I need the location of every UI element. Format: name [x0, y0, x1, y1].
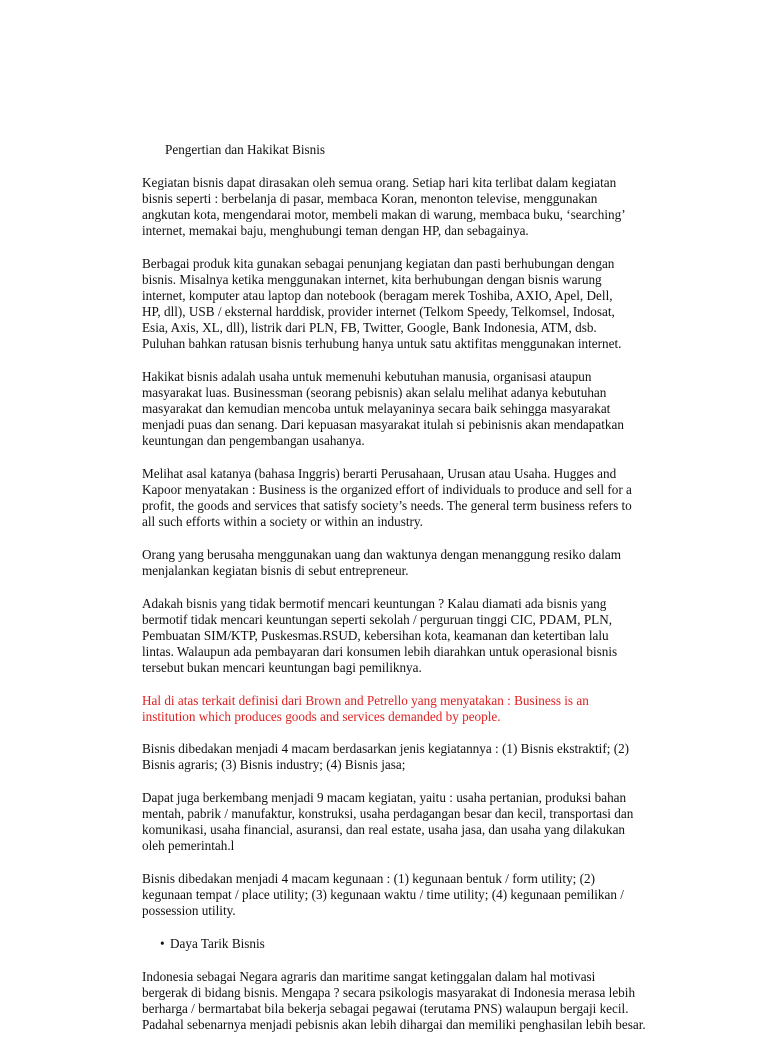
paragraph-line: komunikasi, usaha financial, asuransi, dan real estate, usaha jasa, dan usaha yang dilakukan	[142, 822, 626, 838]
paragraph-line: Indonesia sebagai Negara agraris dan maritime sangat ketinggalan dalam hal motivasi	[142, 968, 596, 984]
paragraph-line: menjalankan kegiatan bisnis di sebut entrepreneur.	[142, 562, 409, 578]
paragraph-line: Berbagai produk kita gunakan sebagai penunjang kegiatan dan pasti berhubungan dengan	[142, 255, 615, 271]
paragraph-line: berharga / bermartabat bila bekerja sebagai pegawai (terutama PNS) walaupun bergaji kecil.	[142, 1000, 629, 1016]
bullet-heading-text: Daya Tarik Bisnis	[170, 935, 265, 951]
paragraph-line: Adakah bisnis yang tidak bermotif mencari keuntungan ? Kalau diamati ada bisnis yang	[142, 595, 607, 611]
paragraph-line: all such efforts within a society or within an industry.	[142, 514, 423, 530]
paragraph-line: Kegiatan bisnis dapat dirasakan oleh semua orang. Setiap hari kita terlibat dalam kegiatan	[142, 175, 617, 191]
paragraph-8	[142, 741, 662, 773]
bullet-heading	[160, 936, 662, 952]
paragraph-line: bergerak di bidang bisnis. Mengapa ? secara psikologis masyarakat di Indonesia merasa lebih	[142, 984, 636, 1000]
paragraph-line: mentah, pabrik / manufaktur, konstruksi, usaha perdagangan besar dan kecil, transportasi dan	[142, 806, 634, 821]
paragraph-1	[142, 175, 662, 239]
paragraph-3	[142, 369, 662, 449]
paragraph-line: Esia, Axis, XL, dll), listrik dari PLN, FB, Twitter, Google, Bank Indonesia, ATM, dsb.	[142, 320, 597, 336]
paragraph-line: Hal di atas terkait definisi dari Brown and Petrello yang menyatakan : Business is an	[142, 692, 589, 708]
paragraph-line: internet, memakai baju, menghubungi teman dengan HP, dan sebagainya.	[142, 223, 529, 239]
paragraph-line: institution which produces goods and services demanded by people.	[142, 708, 501, 724]
paragraph-line: bermotif tidak mencari keuntungan seperti sekolah / perguruan tinggi CIC, PDAM, PLN,	[142, 611, 613, 627]
paragraph-line: bisnis seperti : berbelanja di pasar, membaca Koran, menonton televise, menggunakan	[142, 191, 598, 207]
paragraph-line: Pembuatan SIM/KTP, Puskesmas.RSUD, kebersihan kota, keamanan dan ketertiban lalu	[142, 627, 609, 643]
paragraph-line: Padahal sebenarnya menjadi pebisnis akan lebih dihargai dan memiliki penghasilan lebih besar.	[142, 1016, 646, 1032]
paragraph-line: Dapat juga berkembang menjadi 9 macam kegiatan, yaitu : usaha pertanian, produksi bahan	[142, 789, 627, 805]
paragraph-line: menjadi puas dan senang. Dari kepuasan masyarakat itulah si pebinisnis akan mendapatkan	[142, 417, 624, 433]
paragraph-final	[142, 969, 662, 1033]
paragraph-line: bisnis. Misalnya ketika menggunakan internet, kita berhubungan dengan bisnis warung	[142, 272, 602, 288]
paragraph-line: profit, the goods and services that satisfy society’s needs. The general term business refers to	[142, 498, 632, 514]
paragraph-line: tersebut bukan mencari keuntungan bagi pemiliknya.	[142, 659, 422, 675]
paragraph-line: Kapoor menyatakan : Business is the organized effort of individuals to produce and sell for a	[142, 482, 632, 498]
paragraph-9	[142, 790, 662, 854]
document-body	[142, 175, 662, 919]
paragraph-line: oleh pemerintah.l	[142, 838, 235, 854]
paragraph-10	[142, 871, 662, 919]
paragraph-line: Hakikat bisnis adalah usaha untuk memenuhi kebutuhan manusia, organisasi ataupun	[142, 369, 592, 385]
paragraph-line: Bisnis agraris; (3) Bisnis industry; (4) Bisnis jasa;	[142, 757, 406, 773]
document-page	[142, 142, 662, 1050]
paragraph-line: kegunaan tempat / place utility; (3) kegunaan waktu / time utility; (4) kegunaan pemilikan /	[142, 886, 624, 902]
paragraph-line: possession utility.	[142, 902, 236, 918]
paragraph-6	[142, 596, 662, 676]
paragraph-line: lintas. Walaupun ada pembayaran dari konsumen lebih diarahkan untuk operasional bisnis	[142, 643, 618, 659]
paragraph-7	[142, 693, 662, 725]
paragraph-4	[142, 466, 662, 530]
paragraph-line: Bisnis dibedakan menjadi 4 macam berdasarkan jenis kegiatannya : (1) Bisnis ekstraktif; (2)	[142, 741, 630, 757]
paragraph-line: Puluhan bahkan ratusan bisnis terhubung hanya untuk satu aktifitas menggunakan internet.	[142, 336, 622, 352]
paragraph-line: keuntungan dan pengembangan usahanya.	[142, 433, 365, 449]
paragraph-2	[142, 256, 662, 353]
paragraph-line: masyarakat luas. Businessman (seorang pebisnis) akan selalu melihat adanya kebutuhan	[142, 385, 607, 401]
paragraph-line: Melihat asal katanya (bahasa Inggris) berarti Perusahaan, Urusan atau Usaha. Hugges and	[142, 466, 617, 481]
paragraph-line: angkutan kota, mengendarai motor, membeli makan di warung, membaca buku, ‘searching’	[142, 207, 626, 223]
paragraph-5	[142, 547, 662, 579]
paragraph-line: masyarakat dan kemudian mencoba untuk melayaninya secara baik sehingga masyarakat	[142, 401, 611, 417]
paragraph-line: internet, komputer atau laptop dan notebook (beragam merek Toshiba, AXIO, Apel, Dell,	[142, 288, 613, 304]
paragraph-line: HP, dll), USB / eksternal harddisk, provider internet (Telkom Speedy, Telkomsel, Indosat,	[142, 304, 615, 320]
document-title: Pengertian dan Hakikat Bisnis	[165, 142, 326, 157]
bullet-marker: •	[160, 935, 165, 951]
paragraph-line: Orang yang berusaha menggunakan uang dan waktunya dengan menanggung resiko dalam	[142, 546, 621, 562]
paragraph-line: Bisnis dibedakan menjadi 4 macam kegunaan : (1) kegunaan bentuk / form utility; (2)	[142, 870, 596, 886]
